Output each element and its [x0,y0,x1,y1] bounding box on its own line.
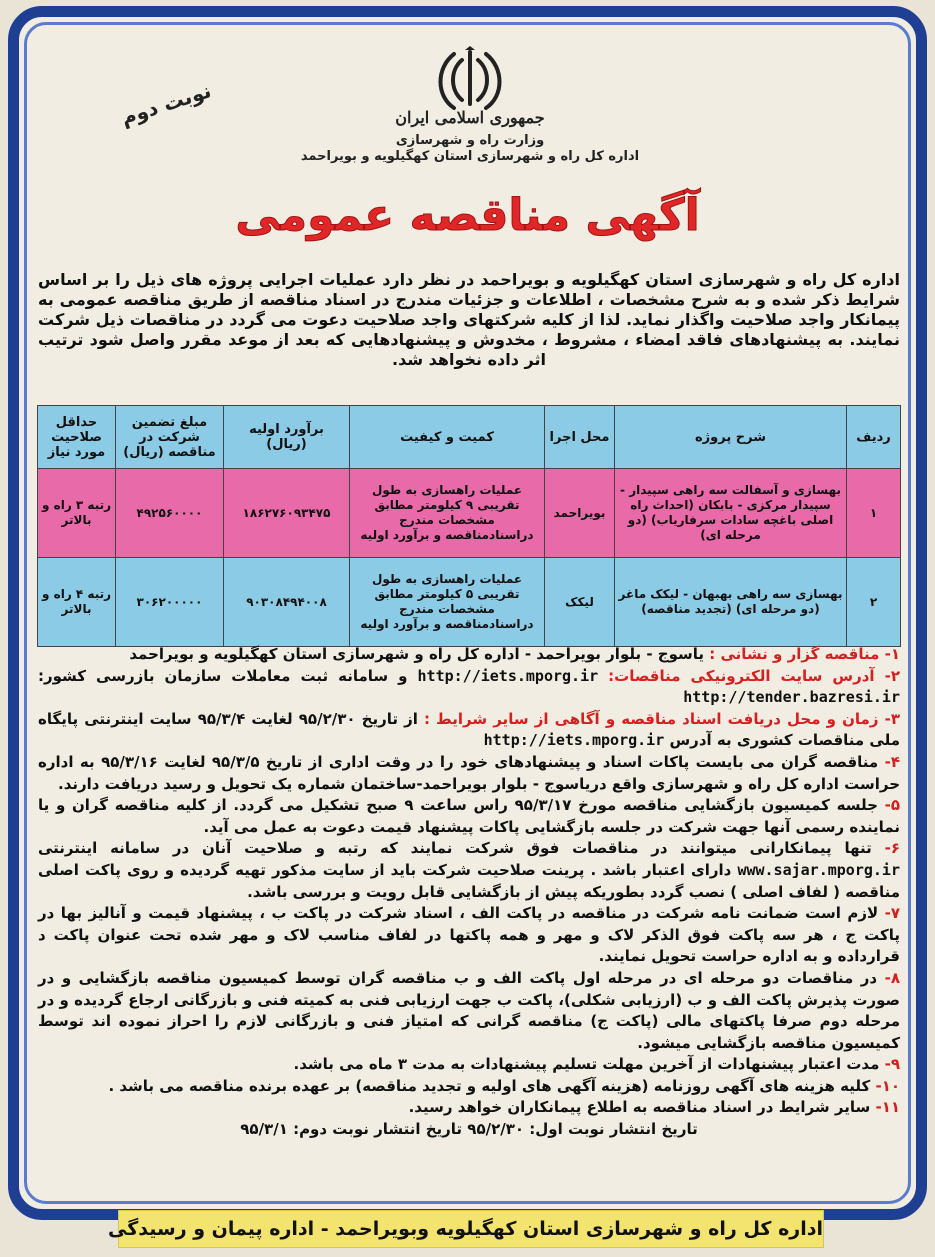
sajar-link[interactable]: www.sajar.mporg.ir [737,860,900,879]
republic-label: جمهوری اسلامی ایران [395,108,545,127]
list-item: ۹- مدت اعتبار پیشنهادات از آخرین مهلت تسلیم پیشنهادات به مدت ۳ ماه می باشد. [293,1055,900,1074]
footer-banner: اداره کل راه و شهرسازی استان کهگیلویه وبویراحمد - اداره پیمان و رسیدگی [118,1210,824,1248]
list-item: ۱۰- کلیه هزینه های آگهی روزنامه (هزینه آگهی های اولیه و تجدید مناقصه) بر عهده برنده مناقصه می باشد . [108,1076,900,1095]
directorate-label: اداره کل راه و شهرسازی استان کهگیلویه و بویراحمد [300,149,640,164]
list-item: ۴- مناقصه گران می بایست پاکات اسناد و پیشنهادهای خود را در وقت اداری از تاریخ ۹۵/۳/۵ لغایت ۹۵/۳/۱۶ به اداره حراست اداره کل راه و شهرسازی واقع دریاسوج - بلوار بویراحمد-ساختمان شماره یک تحویل و رسید دریافت دارند. [38,752,901,793]
table-header: محل اجرا [545,406,615,469]
row-number: ۱ [847,469,901,558]
item-label: آدرس سایت الکترونیکی مناقصات: [608,666,875,685]
list-item: ۶- تنها پیمانکارانی میتوانند در مناقصات فوق شرکت نمایند که رتبه و صلاحیت آنان در سامانه اینترنتی www.sajar.mporg.ir دارای اعتبار باشد . پرینت صلاحیت شرکت باید از سایت مذکور تهیه گردیده و روی پاکت اصلی مناقصه ( لفاف اصلی ) نصب گردد بطوریکه پیش از بازگشایی قابل رویت و بررسی باشد. [38,839,900,901]
project-quantity: عملیات راهسازی به طول تقریبی ۹ کیلومتر مطابق مشخصات مندرج دراسنادمناقصه و برآورد اولیه [350,469,545,558]
iets-link[interactable]: http://iets.mporg.ir [417,666,599,685]
project-grade: رتبه ۳ راه و بالاتر [38,469,116,558]
table-header: شرح پروژه [615,406,847,469]
project-location: لیکک [545,558,615,647]
item-text: سایر شرایط در اسناد مناقصه به اطلاع پیمانکاران خواهد رسید. [408,1098,871,1117]
item-text: از تاریخ ۹۵/۲/۳۰ لغایت ۹۵/۳/۴ سایت اینترنتی پایگاه ملی مناقصات کشوری به آدرس [38,709,900,750]
item-text: مدت اعتبار پیشنهادات از آخرین مهلت تسلیم پیشنهادات به مدت ۳ ماه می باشد. [293,1055,880,1074]
table-header: حداقل صلاحیت مورد نیاز [38,406,116,469]
table-row [38,469,901,558]
project-guarantee: ۴۹۲۵۶۰۰۰۰ [116,469,224,558]
project-grade: رتبه ۴ راه و بالاتر [38,558,116,647]
table-header: برآورد اولیه (ریال) [224,406,350,469]
item-label: زمان و محل دریافت اسناد مناقصه و آگاهی از سایر شرایط : [424,709,879,728]
list-item: ۵- جلسه کمیسیون بازگشایی مناقصه مورخ ۹۵/۳/۱۷ راس ساعت ۹ صبح تشکیل می گردد. از کلیه مناقصه گران و یا نماینده رسمی آنها جهت شرکت در جلسه بازگشایی پاکات پیشنهاد قیمت دعوت به عمل می آید. [38,796,901,836]
page-title: آگهی مناقصه عمومی [235,190,700,241]
item-text: تنها پیمانکارانی میتوانند در مناقصات فوق شرکت نمایند که رتبه و صلاحیت آنان در سامانه اینترنتی [38,839,872,858]
project-quantity: عملیات راهسازی به طول تقریبی ۵ کیلومتر مطابق مشخصات مندرج دراسنادمناقصه و برآورد اولیه [350,558,545,647]
row-number: ۲ [847,558,901,647]
conditions-list [38,644,900,1141]
iran-emblem-icon [432,46,508,116]
bazresi-link[interactable]: http://tender.bazresi.ir [683,688,900,707]
list-item: ۸- در مناقصات دو مرحله ای در مرحله اول پاکت الف و ب مناقصه گران توسط کمیسیون مناقصه بازگشایی و در صورت پذیرش پاکت الف و ب (ارزیابی شکلی)، پاکت ب جهت ارزیابی فنی به کمیته فنی و بازرگانی ارجاع گردیده و در مرحله دوم صرفا پاکتهای مالی (پاکت ج) مناقصه گرانی که امتیاز فنی و بازرگانی لازم را احراز نموده اند توسط کمیسیون مناقصه بازگشایی میشود. [38,968,900,1052]
list-item: ۷- لازم است ضمانت نامه شرکت در مناقصه در پاکت الف ، اسناد شرکت در پاکت ب ، پیشنهاد قیمت و آنالیز بها در پاکت ج ، هر سه پاکت فوق الذکر لاک و مهر و همه پاکتها در لفاف مناسب لاک و مهر شده تحت عنوان پاکت د قرارداده و به اداره حراست تحویل نمایند. [38,904,900,966]
project-description: بهسازی سه راهی بهبهان - لیکک ماغر (دو مرحله ای) (تجدید مناقصه) [615,558,847,647]
project-guarantee: ۳۰۶۲۰۰۰۰۰ [116,558,224,647]
project-description: بهسازی و آسفالت سه راهی سپیدار - سپیدار مرکزی - بابکان (احداث راه اصلی باغچه سادات سرفاریاب) (دو مرحله ای) [615,469,847,558]
intro-paragraph: اداره کل راه و شهرسازی استان کهگیلویه و بویراحمد در نظر دارد عملیات اجرایی پروژه های ذیل را بر اساس شرایط ذکر شده و به شرح مشخصات ، اطلاعات و جزئیات مندرج در اسناد مناقصه از طریق مناقصه عمومی به پیمانکار واجد صلاحیت واگذار نماید. لذا از کلیه شرکتهای واجد صلاحیت دعوت می گردد در مناقصات ذیل شرکت نمایند. به پیشنهادهای فاقد امضاء ، مشروط ، مخدوش و پیشنهادهایی که بعد از موعد مقرر واصل شود ترتیب اثر داده نخواهد شد. [38,270,900,369]
item-text: دارای اعتبار باشد . پرینت صلاحیت شرکت باید از سایت مذکور تهیه گردیده و روی پاکت اصلی مناقصه ( لفاف اصلی ) نصب گردد بطوریکه پیش از بازگشایی قابل رویت و بررسی باشد. [38,860,900,901]
table-header-row [38,406,901,469]
table-header: کمیت و کیفیت [350,406,545,469]
item-label: مناقصه گزار و نشانی : [709,645,880,663]
round-label: نوبت دوم [118,78,214,130]
iets-link[interactable]: http://iets.mporg.ir [483,731,665,750]
item-text: مناقصه گران می بایست پاکات اسناد و پیشنهادهای خود را در وقت اداری از تاریخ ۹۵/۳/۵ لغایت ۹۵/۳/۱۶ به اداره حراست اداره کل راه و شهرسازی واقع دریاسوج - بلوار بویراحمد-ساختمان شماره یک تحویل و رسید دریافت دارند. [38,752,900,793]
item-text: کلیه هزینه های آگهی روزنامه (هزینه آگهی های اولیه و تجدید مناقصه) بر عهده برنده مناقصه می باشد . [108,1076,871,1095]
table-row [38,558,901,647]
list-item: ۱- مناقصه گزار و نشانی : یاسوج - بلوار بویراحمد - اداره کل راه و شهرسازی استان کهگیلویه و بویراحمد [129,645,900,663]
publication-dates: تاریخ انتشار نوبت اول: ۹۵/۲/۳۰ تاریخ انتشار نوبت دوم: ۹۵/۳/۱ [240,1120,698,1139]
item-text: جلسه کمیسیون بازگشایی مناقصه مورخ ۹۵/۳/۱۷ راس ساعت ۹ صبح تشکیل می گردد. از کلیه مناقصه گران و یا نماینده رسمی آنها جهت شرکت در جلسه بازگشایی پاکات پیشنهاد قیمت دعوت به عمل می آید. [38,796,900,836]
item-text: و سامانه ثبت معاملات سازمان بازرسی کشور: [38,666,408,685]
item-text: لازم است ضمانت نامه شرکت در مناقصه در پاکت الف ، اسناد شرکت در پاکت ب ، پیشنهاد قیمت و آنالیز بها در پاکت ج ، هر سه پاکت فوق الذکر لاک و مهر و همه پاکتها در لفاف مناسب لاک و مهر شده تحت عنوان پاکت د قرارداده و به اداره حراست تحویل نمایند. [38,904,900,966]
list-item: ۲- آدرس سایت الکترونیکی مناقصات: http://iets.mporg.ir و سامانه ثبت معاملات سازمان بازرسی کشور: http://tender.bazresi.ir [38,666,900,707]
table-header: مبلغ تضمین شرکت در مناقصه (ریال) [116,406,224,469]
ministry-label: وزارت راه و شهرسازی [395,133,545,148]
project-location: بویراحمد [545,469,615,558]
project-estimate: ۱۸۶۲۷۶۰۹۳۴۷۵ [224,469,350,558]
item-text: یاسوج - بلوار بویراحمد - اداره کل راه و شهرسازی استان کهگیلویه و بویراحمد [129,645,705,663]
projects-table [37,405,901,647]
list-item: ۱۱- سایر شرایط در اسناد مناقصه به اطلاع پیمانکاران خواهد رسید. [408,1098,900,1117]
item-text: در مناقصات دو مرحله ای در مرحله اول پاکت الف و ب مناقصه گران توسط کمیسیون مناقصه بازگشایی و در صورت پذیرش پاکت الف و ب (ارزیابی شکلی)، پاکت ب جهت ارزیابی فنی به کمیته فنی و بازرگانی ارجاع گردیده و در مرحله دوم صرفا پاکتهای مالی (پاکت ج) مناقصه گرانی که امتیاز فنی و بازرگانی لازم را احراز نموده اند توسط کمیسیون مناقصه بازگشایی میشود. [38,968,900,1052]
table-header: ردیف [847,406,901,469]
list-item: ۳- زمان و محل دریافت اسناد مناقصه و آگاهی از سایر شرایط : از تاریخ ۹۵/۲/۳۰ لغایت ۹۵/۳/۴ سایت اینترنتی پایگاه ملی مناقصات کشوری به آدرس http://iets.mporg.ir [38,709,901,750]
project-estimate: ۹۰۳۰۸۴۹۴۰۰۸ [224,558,350,647]
